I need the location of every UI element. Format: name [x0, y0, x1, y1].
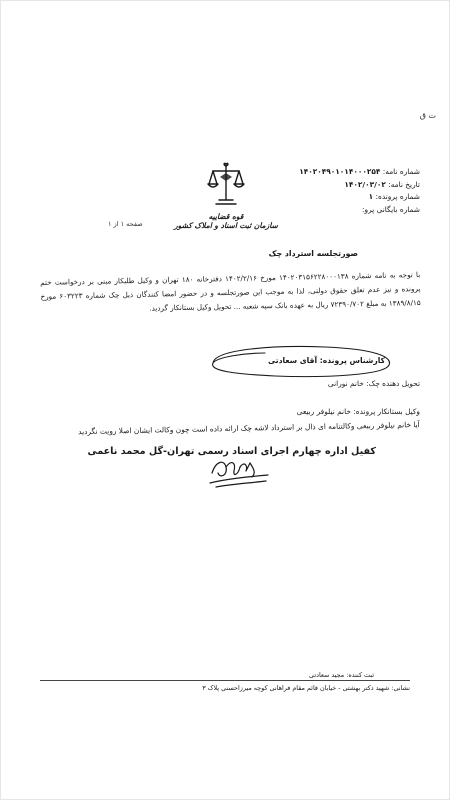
lawyer-label: وکیل بستانکار پرونده: [353, 407, 420, 416]
case-number-value: ۱ [368, 192, 374, 201]
archive-number-row [270, 204, 420, 217]
expert-name: آقای سعادتی [268, 356, 318, 365]
lawyer-note: آیا خانم نیلوفر ربیعی وکالتنامه ای ذال بر استرداد لاشه چک ارائه داده است چون وکالت ایشان اصلا رویت نگردید [78, 420, 421, 437]
page-number: صفحه ۱ از ۱ [108, 220, 143, 228]
case-number-label: شماره پرونده: [375, 192, 420, 201]
expert-label: کارشناس پرونده: [319, 356, 385, 365]
letter-meta [270, 166, 420, 216]
letter-number-label: شماره نامه: [382, 167, 420, 176]
document-body [40, 268, 421, 318]
letter-date-row [270, 179, 420, 192]
deliverer-line [328, 379, 420, 388]
scales-of-justice-icon [206, 160, 246, 208]
deliverer-label: تحویل دهنده چک: [366, 379, 420, 388]
body-paragraph: با توجه به نامه شماره ۱۴۰۲۰۳۱۵۶۲۲۸۰۰۰۱۳۸ مورخ ۱۴۰۲/۲/۱۶ دفترخانه ۱۸۰ تهران و وکیل طلبکار مبنی بر درخواست ختم پرونده و نیز عدم تعلق حقوق دولتی، لذا به موجب این صورتجلسه و در حضور امضا کنندگان ذیل چک شماره ۶۰۳۲۲۳ مورخ ۱۳۸۹/۸/۱۵ به مبلغ ۷۲۳۹۰/۷۰۲ ریال به عهده بانک سپه شعبه ... تحویل وکیل بستانکار گردید. [40, 269, 421, 313]
case-number-row [270, 191, 420, 204]
expert-line [268, 356, 385, 365]
letter-date-value: ۱۴۰۲/۰۳/۰۲ [344, 179, 386, 189]
letter-number-value: ۱۴۰۲۰۴۹۰۱۰۱۴۰۰۰۲۵۴ [299, 167, 381, 176]
corner-mark: ت ق [419, 111, 436, 120]
judiciary-name: قوه قضاییه [208, 212, 244, 221]
deliverer-name: خانم نورانی [327, 379, 364, 388]
document-subject: صورتجلسه استرداد چک [268, 249, 358, 258]
lawyer-line [297, 407, 420, 416]
archive-number-label: شماره بایگانی پرو: [362, 204, 420, 214]
lawyer-name: خانم نیلوفر ربیعی [296, 407, 351, 416]
organization-name [170, 212, 282, 230]
footer-divider [40, 680, 410, 681]
letter-date-label: تاریخ نامه: [388, 179, 420, 189]
handwritten-signature [206, 453, 270, 493]
organization-title: سازمان ثبت اسناد و املاک کشور [174, 221, 278, 230]
footer-address: نشانی: شهید دکتر بهشتی - خیابان قائم مقام فراهانی کوچه میرزاحسنی پلاک ۳ [202, 684, 410, 692]
footer-typist: ثبت کننده: مجید سعادتی [309, 671, 374, 679]
letter-number-row [270, 166, 420, 179]
signatory-title: کفیل اداره چهارم اجرای اسناد رسمی تهران-گل محمد ناعمی [87, 446, 376, 457]
